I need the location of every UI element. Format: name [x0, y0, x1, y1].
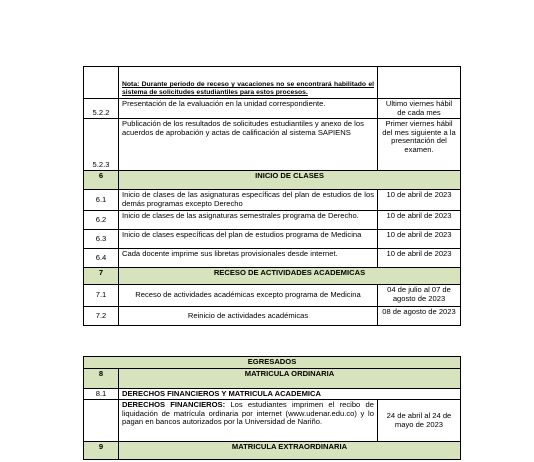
table-row — [84, 190, 461, 211]
table-row — [84, 400, 461, 442]
row-date: 10 de abril de 2023 — [378, 211, 461, 230]
row-date: 04 de julio al 07 de agosto de 2023 — [378, 285, 461, 307]
row-number: 6.4 — [84, 249, 119, 268]
row-number: 6.2 — [84, 211, 119, 230]
section-title: MATRICULA EXTRAORDINARIA — [119, 442, 461, 460]
row-text: Receso de actividades académicas excepto programa de Medicina — [119, 285, 378, 307]
row-date: 24 de abril al 24 de mayo de 2023 — [377, 400, 460, 442]
table-row — [84, 119, 461, 171]
row-number: 7.2 — [84, 307, 119, 326]
table-row — [84, 99, 461, 119]
section-title: MATRICULA ORDINARIA — [119, 368, 461, 388]
table-row — [84, 230, 461, 249]
section-number: 7 — [84, 268, 119, 285]
row-number: 8.1 — [84, 388, 119, 400]
financial-rights-body: Los estudiantes imprimen el recibo de liquidación de matrícula ordinaria por internet (www.udenar.edu.co) y lo pagan en bancos autorizados por la Universidad de Nariño. — [122, 400, 374, 427]
row-text: Presentación de la evaluación en la unidad correspondiente. — [119, 99, 378, 119]
row-date: 10 de abril de 2023 — [378, 190, 461, 211]
table-row — [84, 285, 461, 307]
row-text: Inicio de clases de las asignaturas semestrales programa de Derecho. — [119, 211, 378, 230]
row-date: Primer viernes hábil del mes siguiente a la presentación del examen. — [378, 119, 461, 171]
row-text: Inicio de clases específicas del plan de estudios programa de Medicina — [119, 230, 378, 249]
section-number: 8 — [84, 368, 119, 388]
table-row — [84, 249, 461, 268]
row-date: 10 de abril de 2023 — [378, 230, 461, 249]
row-text: Cada docente imprime sus libretas provisionales desde internet. — [119, 249, 378, 268]
table-header: EGRESADOS — [84, 357, 461, 369]
financial-rights-text — [119, 400, 378, 442]
section-header-row — [84, 368, 461, 388]
section-header-row — [84, 442, 461, 460]
section-title: INICIO DE CLASES — [119, 171, 461, 190]
row-number: 7.1 — [84, 285, 119, 307]
row-date: Ultimo viernes hábil de cada mes — [378, 99, 461, 119]
table-row — [84, 307, 461, 326]
row-number: 6.3 — [84, 230, 119, 249]
section-number: 6 — [84, 171, 119, 190]
row-text: Inicio de clases de las asignaturas específicas del plan de estudios de los demás programas excepto Derecho — [119, 190, 378, 211]
note-text: Nota: Durante periodo de receso y vacaciones no se encontrará habilitado el sistema de solicitudes estudiantiles para estos procesos. — [119, 67, 378, 99]
section-header-row — [84, 171, 461, 190]
table-row — [84, 388, 461, 400]
row-date: 08 de agosto de 2023 — [378, 307, 461, 326]
section-title: RECESO DE ACTIVIDADES ACADEMICAS — [119, 268, 461, 285]
row-text: Reinicio de actividades académicas — [119, 307, 378, 326]
row-number: 5.2.3 — [84, 119, 119, 171]
row-text: DERECHOS FINANCIEROS Y MATRICULA ACADEMICA — [119, 388, 461, 400]
financial-rights-label: DERECHOS FINANCIEROS: — [122, 400, 226, 410]
table-row — [84, 67, 461, 99]
table-header-row — [84, 357, 461, 369]
row-number: 6.1 — [84, 190, 119, 211]
section-header-row — [84, 268, 461, 285]
table-row — [84, 211, 461, 230]
calendar-table-2 — [83, 356, 461, 460]
section-number: 9 — [84, 442, 119, 460]
row-text: Publicación de los resultados de solicitudes estudiantiles y anexo de los acuerdos de aprobación y actas de calificación al sistema SAPIENS — [119, 119, 378, 171]
row-number: 5.2.2 — [84, 99, 119, 119]
row-date: 10 de abril de 2023 — [378, 249, 461, 268]
calendar-table-1 — [83, 66, 461, 326]
